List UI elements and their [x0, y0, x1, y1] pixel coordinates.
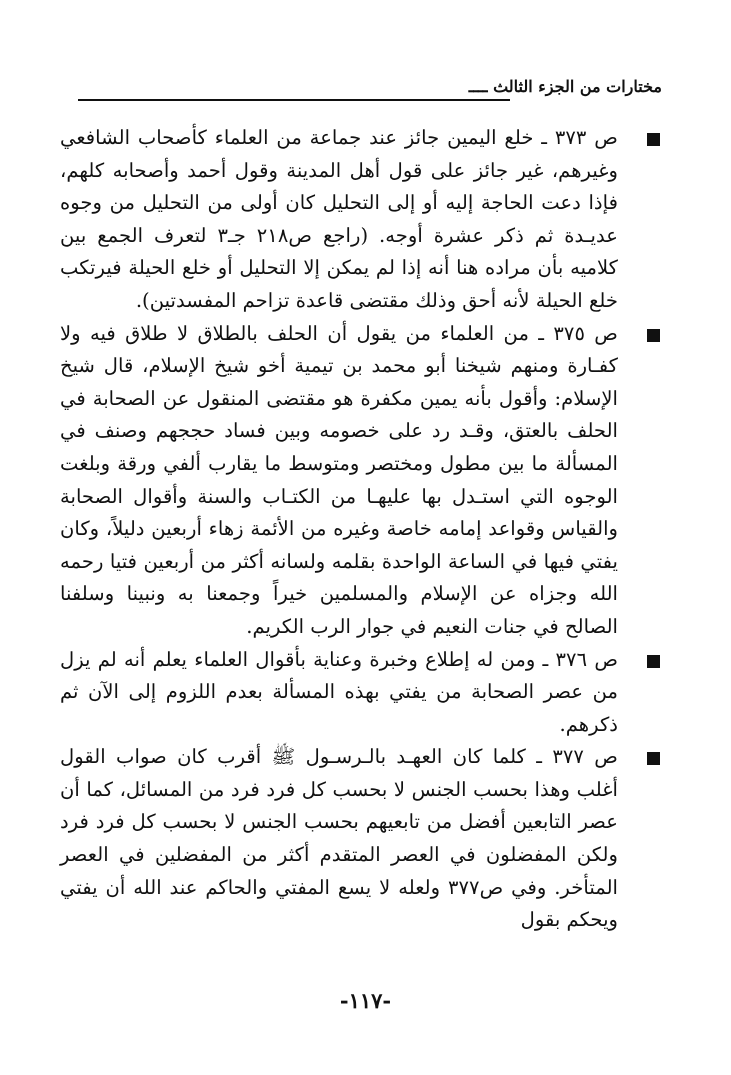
entry-p375	[60, 318, 660, 644]
square-bullet-icon	[647, 655, 660, 668]
square-bullet-icon	[647, 133, 660, 146]
header-rule	[78, 99, 510, 101]
entry-text: ص ٣٧٧ ـ كلما كان العهـد بالـرسـول ﷺ أقرب كان صواب القول أغلب وهذا بحسب الجنس لا بحسب كل فرد فرد من المسائل، كما أن عصر التابعين أفضل من تابعيهم بحسب الجنس لا بحسب كل فرد فرد ولكن المفضلون في العصر المتقدم أكثر من المفضلين في العصر المتأخر. وفي ص٣٧٧ ولعله لا يسع المفتي والحاكم عند الله أن يفتي ويحكم بقول	[60, 745, 618, 932]
entry-p377	[60, 741, 660, 937]
square-bullet-icon	[647, 752, 660, 765]
entry-text: ص ٣٧٥ ـ من العلماء من يقول أن الحلف بالطلاق لا طلاق فيه ولا كفـارة ومنهم شيخنا أبو محمد بن تيمية أخو شيخ الإسلام، قال شيخ الإسلام: وأقول بأنه يمين مكفرة هو مقتضى المنقول عن الصحابة في الحلف بالعتق، وقـد رد على خصومه وبين فساد حججهم وصنف في المسألة ما بين مطول ومختصر ومتوسط ما يقارب ألفي ورقة وبلغت الوجوه التي استـدل بها عليهـا من الكتـاب والسنة وأقوال الصحابة والقياس وقواعد إمامه خاصة وغيره من الأئمة زهاء أربعين دليلاً، وكان يفتي فيها في الساعة الواحدة بقلمه ولسانه أكثر من أربعين فتيا رحمه الله وجزاه عن الإسلام والمسلمين خيراً وجمعنا به ونبينا وسلفنا الصالح في جنات النعيم في جوار الرب الكريم.	[60, 321, 619, 638]
page-body	[60, 122, 660, 937]
square-bullet-icon	[647, 329, 660, 342]
entry-text: ص ٣٧٦ ـ ومن له إطلاع وخبرة وعناية بأقوال العلماء يعلم أنه لم يزل من عصر الصحابة من يفتي بهذه المسألة بعدم اللزوم إلى الآن ثم ذكرهم.	[60, 647, 619, 736]
page-number: -١١٧-	[339, 988, 392, 1013]
running-header	[78, 78, 662, 100]
entry-text: ص ٣٧٣ ـ خلع اليمين جائز عند جماعة من العلماء كأصحاب الشافعي وغيرهم، غير جائز على قول أهل المدينة وقول أحمد وأصحابه كلهم، فإذا دعت الحاجة إليه أو إلى التحليل كان أولى من التحليل من وجوه عديـدة ثم ذكر عشرة أوجه. (راجع ص٢١٨ جـ٣ لتعرف الجمع بين كلاميه بأن مراده هنا أنه إذا لم يمكن إلا التحليل أو خلع الحيلة فيرتكب خلع الحيلة لأنه أحق وذلك مقتضى قاعدة تزاحم المفسدتين).	[60, 126, 618, 312]
entry-p376	[60, 644, 660, 742]
header-title: مختارات من الجزء الثالث ــــ	[468, 77, 662, 96]
entry-p373	[60, 122, 660, 318]
